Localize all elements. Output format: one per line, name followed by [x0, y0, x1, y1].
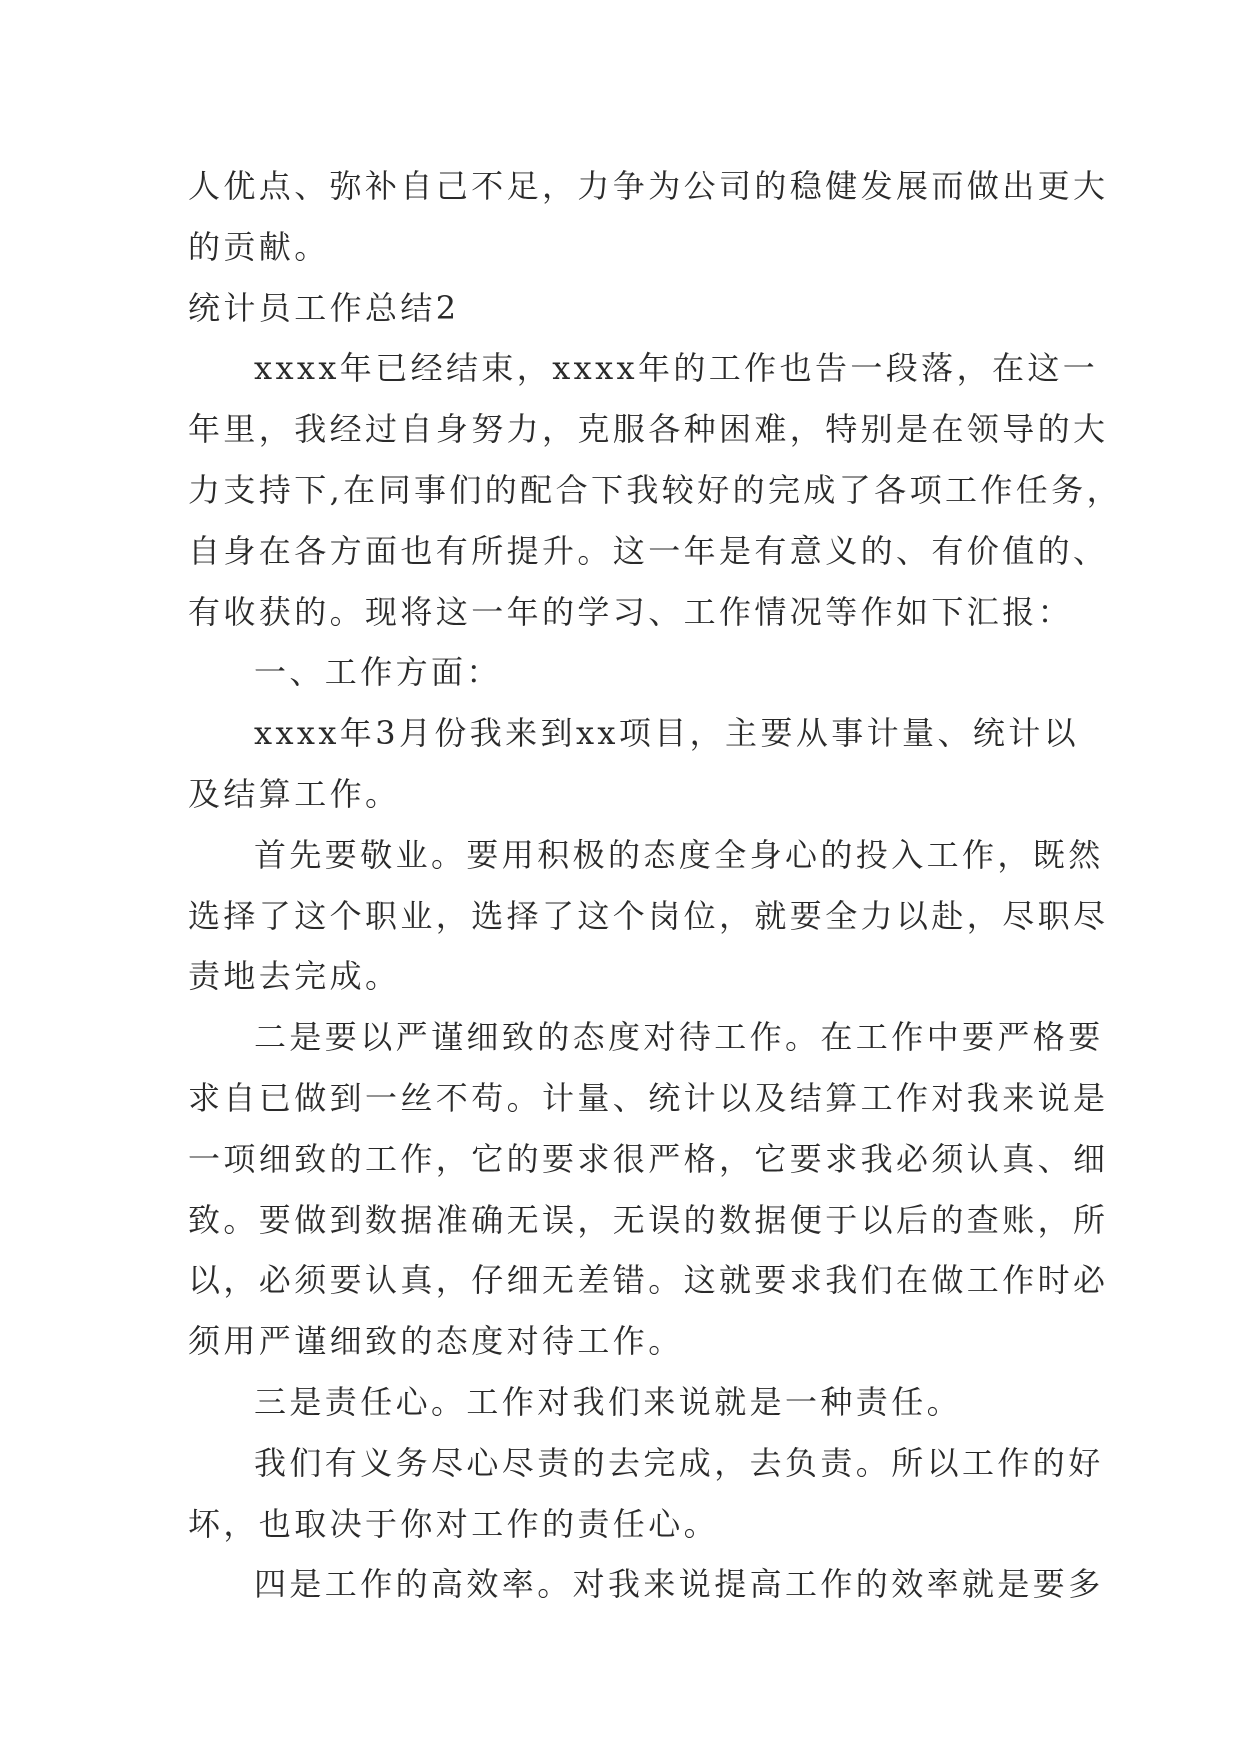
text-line: 须用严谨细致的态度对待工作。 [188, 1322, 684, 1361]
text-line: 四是工作的高效率。对我来说提高工作的效率就是要多 [254, 1565, 1104, 1604]
paragraph-continuation [188, 156, 1109, 278]
paragraph-efficiency [188, 1554, 1104, 1615]
text-line: xxxx年已经结束，xxxx年的工作也告一段落，在这一 [254, 349, 1099, 388]
subheading [188, 642, 1068, 703]
section-heading [188, 278, 1068, 339]
text-line: 二是要以严谨细致的态度对待工作。在工作中要严格要 [254, 1018, 1104, 1057]
text-line: 一项细致的工作，它的要求很严格，它要求我必须认真、细 [188, 1139, 1109, 1178]
paragraph-responsibility [188, 1372, 1068, 1433]
text-line: 有收获的。现将这一年的学习、工作情况等作如下汇报： [188, 592, 1074, 631]
heading-text: 统计员工作总结2 [188, 288, 460, 327]
text-line: 选择了这个职业，选择了这个岗位，就要全力以赴，尽职尽 [188, 896, 1109, 935]
subheading-text: 一、工作方面： [254, 653, 502, 692]
paragraph-intro [188, 338, 1122, 642]
paragraph-rigor [188, 1007, 1109, 1372]
text-line: 致。要做到数据准确无误，无误的数据便于以后的查账，所 [188, 1200, 1109, 1239]
text-line: 及结算工作。 [188, 774, 401, 813]
text-line: 三是责任心。工作对我们来说就是一种责任。 [254, 1382, 963, 1421]
document-body [188, 156, 1122, 1615]
text-line: 责地去完成。 [188, 957, 401, 996]
paragraph-duty [188, 1433, 1104, 1555]
text-line: 自身在各方面也有所提升。这一年是有意义的、有价值的、 [188, 531, 1109, 570]
text-line: 的贡献。 [188, 227, 330, 266]
text-line: 我们有义务尽心尽责的去完成，去负责。所以工作的好 [254, 1443, 1104, 1482]
text-line: 首先要敬业。要用积极的态度全身心的投入工作，既然 [254, 835, 1104, 874]
text-line: 人优点、弥补自己不足，力争为公司的稳健发展而做出更大 [188, 167, 1109, 205]
paragraph-dedication [188, 825, 1109, 1007]
text-line: 年里，我经过自身努力，克服各种困难，特别是在领导的大 [188, 410, 1109, 449]
text-line: 求自已做到一丝不苟。计量、统计以及结算工作对我来说是 [188, 1078, 1109, 1117]
text-line: xxxx年3月份我来到xx项目，主要从事计量、统计以 [254, 714, 1080, 753]
paragraph-work-start [188, 703, 1080, 825]
text-line: 力支持下,在同事们的配合下我较好的完成了各项工作任务， [188, 470, 1122, 509]
text-line: 坏，也取决于你对工作的责任心。 [188, 1504, 720, 1543]
text-line: 以，必须要认真，仔细无差错。这就要求我们在做工作时必 [188, 1261, 1109, 1300]
